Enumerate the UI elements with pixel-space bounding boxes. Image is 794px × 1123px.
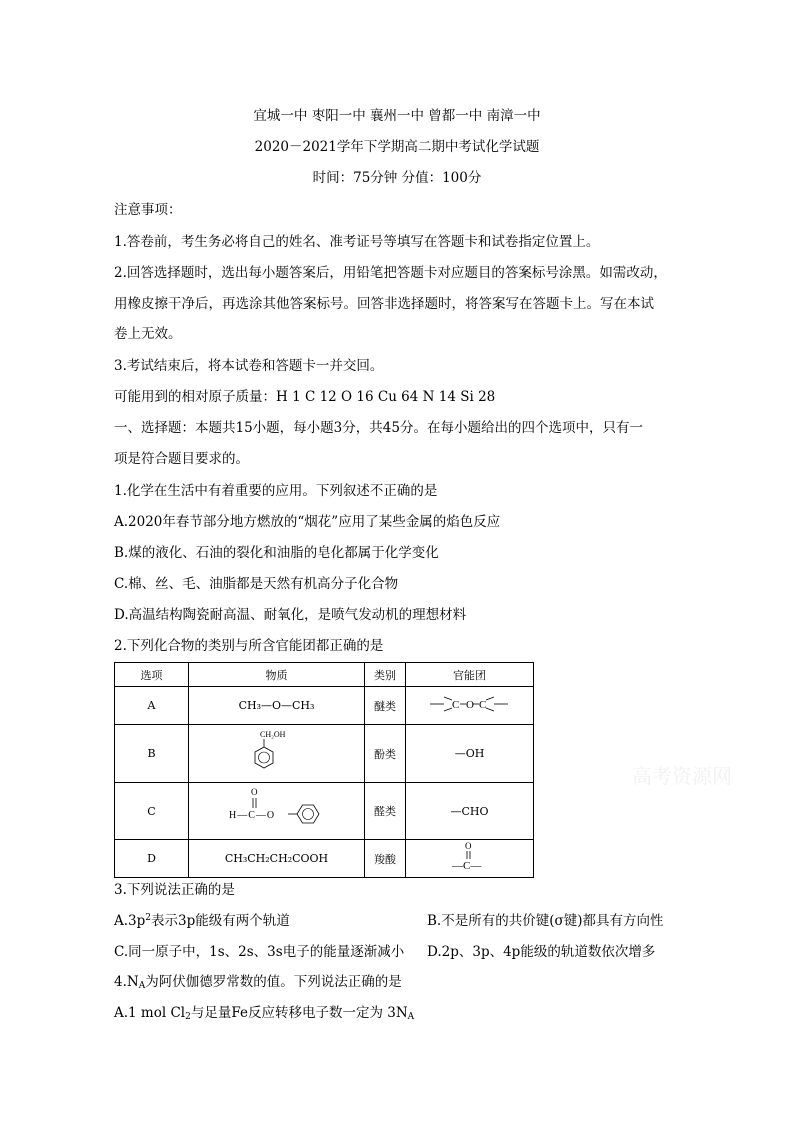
q1-stem: 1.化学在生活中有着重要的应用。下列叙述不正确的是 xyxy=(114,483,438,499)
table-row xyxy=(115,840,534,878)
note-2-line1: 2.回答选择题时，选出每小题答案后，用铅笔把答题卡对应题目的答案标号涂黑。如需改动， xyxy=(114,265,667,281)
notes-heading: 注意事项： xyxy=(114,202,182,218)
row-c-option: C xyxy=(115,783,189,840)
q1-option-b: B.煤的液化、石油的裂化和油脂的皂化都属于化学变化 xyxy=(114,545,439,561)
benzyl-alcohol-label: CH₂OH xyxy=(260,730,286,739)
table-row xyxy=(115,783,534,840)
row-a-group xyxy=(406,687,534,725)
table-row xyxy=(115,687,534,725)
col-header-option: 选项 xyxy=(115,663,189,687)
row-c-substance xyxy=(189,783,365,840)
q3-stem: 3.下列说法正确的是 xyxy=(114,882,235,898)
phenyl-formate-structure xyxy=(189,783,364,836)
carbonyl-oxygen-c: O xyxy=(251,787,258,797)
row-c-category: 醛类 xyxy=(365,783,406,840)
svg-text:C: C xyxy=(452,699,460,711)
table-row xyxy=(115,725,534,783)
table-header-row xyxy=(115,663,534,687)
q3-option-b: B.不是所有的共价键(σ键)都具有方向性 xyxy=(427,913,664,929)
schools-line: 宜城一中 枣阳一中 襄州一中 曾都一中 南漳一中 xyxy=(253,108,541,124)
note-1: 1.答卷前，考生务必将自己的姓名、准考证号等填写在答题卡和试卷指定位置上。 xyxy=(114,234,600,250)
exam-title: 2020－2021学年下学期高二期中考试化学试题 xyxy=(254,139,540,155)
q1-option-a: A.2020年春节部分地方燃放的“烟花”应用了某些金属的焰色反应 xyxy=(114,514,501,530)
q3-option-d: D.2p、3p、4p能级的轨道数依次增多 xyxy=(427,944,656,960)
row-a-category: 醚类 xyxy=(365,687,406,725)
row-b-group: —OH xyxy=(406,725,534,783)
time-score: 时间：75分钟 分值：100分 xyxy=(312,170,482,186)
row-b-substance xyxy=(189,725,365,783)
ether-group-structure xyxy=(406,687,533,721)
carbonyl-oxygen-d: O xyxy=(465,841,472,851)
note-3: 3.考试结束后，将本试卷和答题卡一并交回。 xyxy=(114,358,384,374)
q1-option-d: D.高温结构陶瓷耐高温、耐氧化，是喷气发动机的理想材料 xyxy=(114,607,467,623)
row-b-category: 酚类 xyxy=(365,725,406,783)
atomic-masses: 可能用到的相对原子质量：H 1 C 12 O 16 Cu 64 N 14 Si 28 xyxy=(114,389,496,405)
q3-option-c: C.同一原子中，1s、2s、3s电子的能量逐渐减小 xyxy=(114,944,405,960)
q3-option-a: $A.3p^2$表示3p能级有两个轨道 xyxy=(114,913,290,929)
col-header-category: 类别 xyxy=(365,663,406,687)
row-c-group: —CHO xyxy=(406,783,534,840)
q4-option-a: A.1 mol $Cl_2$与足量Fe反应转移电子数一定为 $3N_A$ xyxy=(114,1005,415,1022)
q1-option-c: C.棉、丝、毛、油脂都是天然有机高分子化合物 xyxy=(114,576,399,592)
row-d-option: D xyxy=(115,840,189,878)
col-header-substance: 物质 xyxy=(189,663,365,687)
q4-stem: $4.N_A$为阿伏伽德罗常数的值。下列说法正确的是 xyxy=(114,974,402,991)
section-1-line1: 一、选择题：本题共15小题，每小题3分，共45分。在每小题给出的四个选项中，只有一 xyxy=(114,420,643,436)
col-header-group: 官能团 xyxy=(406,663,534,687)
row-d-substance: CH₃CH₂CH₂COOH xyxy=(189,840,365,878)
phenyl-formate-label: H—C—O xyxy=(229,810,276,821)
carbonyl-label: —C— xyxy=(452,860,482,872)
row-d-category: 羧酸 xyxy=(365,840,406,878)
row-b-option: B xyxy=(115,725,189,783)
watermark: 高考资源网 xyxy=(632,764,732,788)
q2-stem: 2.下列化合物的类别与所含官能团都正确的是 xyxy=(114,638,384,654)
section-1-line2: 项是符合题目要求的。 xyxy=(114,451,249,467)
note-2-line2: 用橡皮擦干净后，再选涂其他答案标号。回答非选择题时，将答案写在答题卡上。写在本试 xyxy=(114,296,654,312)
row-a-option: A xyxy=(115,687,189,725)
note-2-line3: 卷上无效。 xyxy=(114,326,182,342)
row-a-substance: CH₃—O—CH₃ xyxy=(189,687,365,725)
carbonyl-group-structure xyxy=(406,840,533,874)
svg-text:O: O xyxy=(466,699,474,711)
row-d-group xyxy=(406,840,534,878)
svg-text:C: C xyxy=(479,699,487,711)
q2-table xyxy=(114,662,534,878)
benzyl-alcohol-structure xyxy=(189,725,364,779)
